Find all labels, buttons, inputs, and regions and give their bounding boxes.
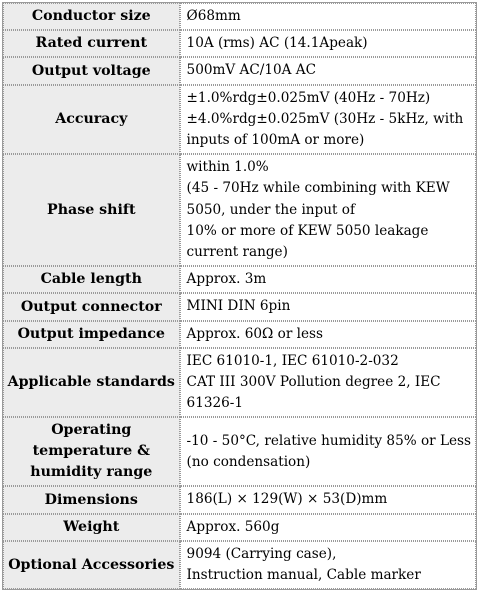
spec-value: Approx. 560g	[186, 518, 280, 535]
spec-value-cell	[180, 514, 476, 541]
spec-label-cell	[3, 541, 180, 589]
spec-value: 500mV AC/10A AC	[186, 62, 316, 79]
spec-row	[3, 85, 476, 155]
spec-label-cell	[3, 486, 180, 513]
spec-value-cell	[180, 154, 476, 266]
spec-label-cell	[3, 3, 180, 30]
spec-value-cell	[180, 348, 476, 418]
spec-label-cell	[3, 293, 180, 320]
spec-value: CAT III 300V Pollution degree 2, IEC	[186, 374, 441, 391]
spec-label: Output voltage	[31, 62, 151, 79]
spec-label: Cable length	[40, 271, 142, 288]
spec-value-cell	[180, 266, 476, 293]
spec-row	[3, 154, 476, 266]
spec-value-cell	[180, 541, 476, 589]
spec-row	[3, 321, 476, 348]
spec-label: Operating temperature &	[32, 422, 150, 460]
spec-label-cell	[3, 321, 180, 348]
spec-value-cell	[180, 293, 476, 320]
spec-label-cell	[3, 154, 180, 266]
spec-value-cell	[180, 321, 476, 348]
spec-value: -10 - 50°C, relative humidity 85% or Less	[186, 432, 471, 449]
spec-value: 5050, under the input of	[186, 201, 356, 218]
spec-value: Approx. 60Ω or less	[186, 325, 323, 342]
spec-row	[3, 348, 476, 418]
spec-row	[3, 3, 476, 30]
specifications-table	[2, 2, 477, 590]
spec-value: 10A (rms) AC (14.1Apeak)	[186, 35, 368, 52]
spec-row	[3, 266, 476, 293]
spec-label-cell	[3, 514, 180, 541]
spec-row	[3, 486, 476, 513]
spec-row	[3, 30, 476, 57]
spec-value: current range)	[186, 244, 288, 261]
spec-value-cell	[180, 3, 476, 30]
spec-row	[3, 293, 476, 320]
spec-label: Weight	[63, 518, 120, 535]
spec-label-cell	[3, 57, 180, 84]
spec-label: Conductor size	[31, 8, 151, 25]
spec-value: 61326-1	[186, 395, 244, 412]
spec-label-cell	[3, 85, 180, 155]
spec-row	[3, 514, 476, 541]
spec-label: Output connector	[20, 298, 162, 315]
spec-value: 186(L) × 129(W) × 53(D)mm	[186, 491, 388, 508]
spec-label: humidity range	[30, 464, 153, 481]
spec-value: (45 - 70Hz while combining with KEW	[186, 180, 450, 197]
spec-value: 9094 (Carrying case),	[186, 545, 337, 562]
spec-value: MINI DIN 6pin	[186, 298, 291, 315]
spec-value: within 1.0%	[186, 159, 269, 176]
spec-value-cell	[180, 417, 476, 486]
spec-value: Approx. 3m	[186, 271, 267, 288]
spec-value-cell	[180, 486, 476, 513]
spec-label: Rated current	[35, 35, 148, 52]
spec-row	[3, 57, 476, 84]
spec-value: Instruction manual, Cable marker	[186, 567, 421, 584]
spec-label: Optional Accessories	[8, 556, 175, 573]
spec-label: Applicable standards	[7, 374, 175, 391]
spec-label: Phase shift	[47, 201, 136, 218]
spec-value-cell	[180, 85, 476, 155]
spec-value: ±4.0%rdg±0.025mV (30Hz - 5kHz, with	[186, 110, 464, 127]
spec-label-cell	[3, 266, 180, 293]
spec-value: inputs of 100mA or more)	[186, 132, 365, 149]
spec-label: Accuracy	[55, 110, 128, 127]
spec-label-cell	[3, 30, 180, 57]
spec-label: Output impedance	[17, 325, 165, 342]
spec-row	[3, 541, 476, 589]
spec-label-cell	[3, 348, 180, 418]
spec-label-cell	[3, 417, 180, 486]
spec-value: 10% or more of KEW 5050 leakage	[186, 222, 429, 239]
spec-value: IEC 61010-1, IEC 61010-2-032	[186, 352, 399, 369]
spec-value: (no condensation)	[186, 453, 311, 470]
spec-value: Ø68mm	[186, 8, 241, 24]
spec-label: Dimensions	[44, 491, 138, 508]
spec-value-cell	[180, 30, 476, 57]
spec-row	[3, 417, 476, 486]
spec-value: ±1.0%rdg±0.025mV (40Hz - 70Hz)	[186, 89, 431, 106]
specifications-table-body	[3, 3, 476, 589]
spec-value-cell	[180, 57, 476, 84]
